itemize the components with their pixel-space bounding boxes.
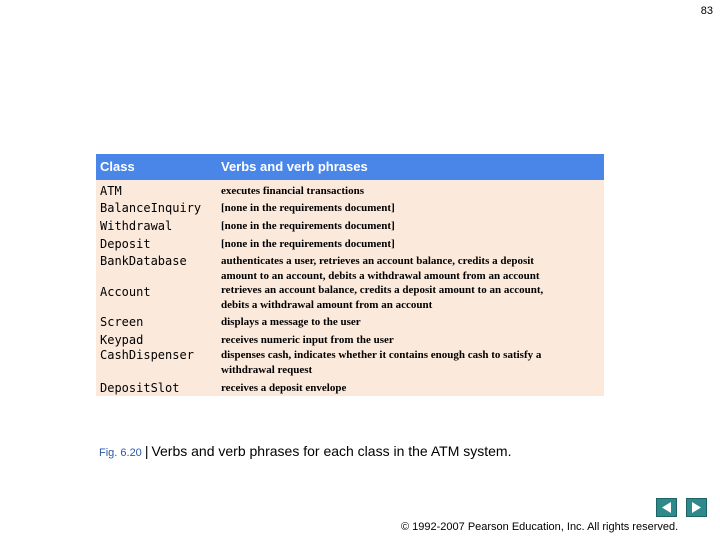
page-number: 83 (700, 5, 713, 17)
verb-phrases (221, 201, 599, 216)
verb-phrase-line: dispenses cash, indicates whether it contains enough cash to satisfy a (221, 349, 542, 361)
verb-phrase-line: amount to an account, debits a withdrawal amount from an account (221, 269, 540, 282)
figure-caption (99, 443, 511, 461)
verb-phrase-line: retrieves an account balance, credits a deposit amount to an account, (221, 284, 544, 296)
verb-phrase-line: withdrawal request (221, 363, 313, 376)
right-arrow-icon (687, 499, 706, 516)
verb-phrase-line: authenticates a user, retrieves an account balance, credits a deposit (221, 255, 534, 267)
verb-phrase-line: receives numeric input from the user (221, 334, 394, 346)
verbs-column-header: Verbs and verb phrases (221, 159, 368, 174)
verb-phrase-line: receives a deposit envelope (221, 382, 347, 394)
verb-phrase-line: debits a withdrawal amount from an account (221, 298, 433, 311)
verb-phrase-line: executes financial transactions (221, 185, 364, 197)
next-slide-button[interactable] (686, 498, 707, 517)
class-name: CashDispenser (100, 348, 194, 362)
class-name: Account (100, 285, 151, 299)
verb-phrase-line: displays a message to the user (221, 316, 361, 328)
verb-phrases (221, 219, 599, 234)
verb-phrase-line: [none in the requirements document] (221, 220, 395, 232)
class-name: BalanceInquiry (100, 201, 202, 215)
class-name: Withdrawal (100, 219, 173, 233)
left-arrow-icon (657, 499, 676, 516)
caption-text: Verbs and verb phrases for each class in the ATM system. (151, 443, 512, 459)
verb-phrase-line: [none in the requirements document] (221, 202, 395, 214)
class-name: Screen (100, 315, 144, 329)
verb-phrases (221, 315, 599, 330)
figure-label: Fig. 6.20 (99, 447, 142, 459)
previous-slide-button[interactable] (656, 498, 677, 517)
copyright-notice: © 1992-2007 Pearson Education, Inc. All rights reserved. (401, 521, 679, 533)
class-name: ATM (100, 184, 122, 198)
verb-phrases (221, 237, 599, 252)
verb-phrases (221, 184, 599, 199)
verb-phrases (221, 381, 599, 396)
verb-phrase-line: [none in the requirements document] (221, 238, 395, 250)
verb-phrases-table (96, 154, 604, 396)
class-name: DepositSlot (100, 381, 180, 395)
class-name: BankDatabase (100, 254, 187, 268)
class-column-header: Class (100, 159, 135, 174)
caption-separator: | (144, 443, 149, 459)
verb-phrases (221, 333, 599, 348)
verb-phrases (221, 348, 599, 377)
class-name: Deposit (100, 237, 151, 251)
table-header (96, 154, 604, 180)
class-name: Keypad (100, 333, 144, 347)
verb-phrases (221, 283, 599, 312)
verb-phrases (221, 254, 599, 283)
